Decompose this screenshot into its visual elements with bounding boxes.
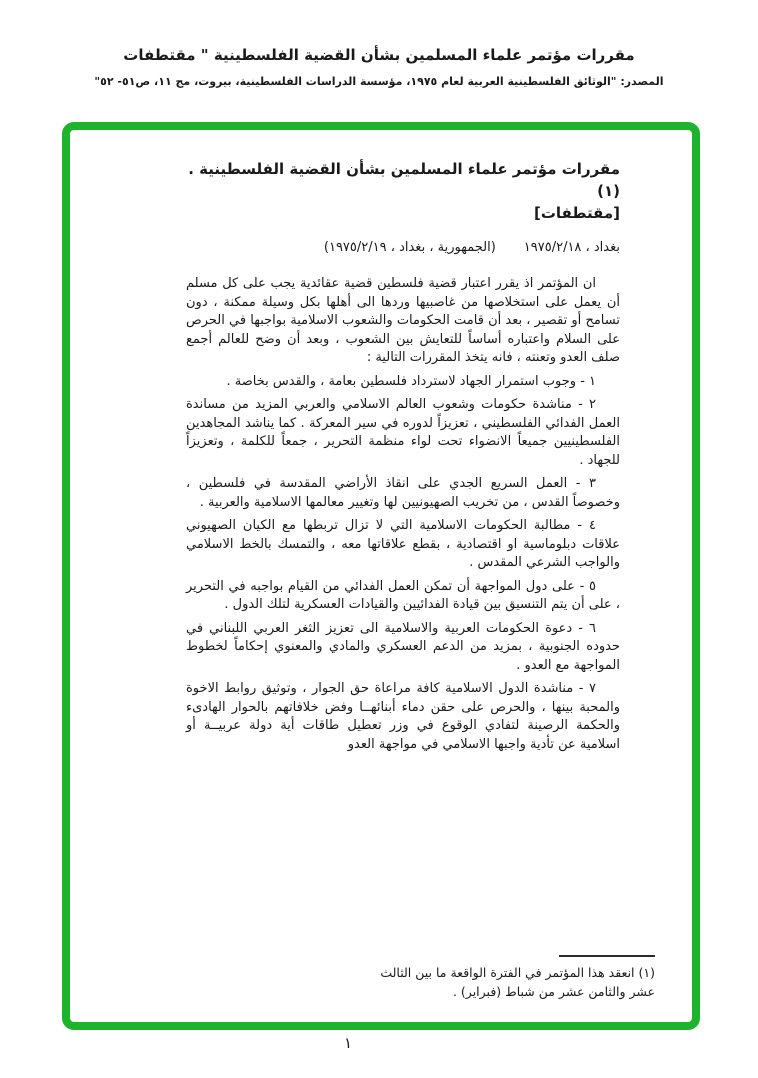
resolution-item-6: ٦ - دعوة الحكومات العربية والاسلامية الى تعزيز الثغر العربي اللبناني في حدوده الجنوبية ، بمزيد من الدعم العسكري والمادي والمعنوي إحكاماً لخطوط المواجهة مع العدو . xyxy=(186,620,620,673)
header-source-line: المصدر: "الوثائق الفلسطينية العربية لعام ١٩٧٥، مؤسسة الدراسات الفلسطينية، بيروت، مج ١١، ص٥١- ٥٢" xyxy=(94,75,664,88)
dateline-place-date: بغداد ، ١٩٧٥/٢/١٨ xyxy=(523,240,620,255)
resolution-item-3: ٣ - العمل السريع الجدي على انقاذ الأراضي المقدسة في فلسطين ، وخصوصاً القدس ، من تخريب الصهيونيين لها وتغيير معالمها الاسلامية والعربية . xyxy=(186,476,620,510)
dateline xyxy=(186,240,620,255)
resolution-item-1: ١ - وجوب استمرار الجهاد لاسترداد فلسطين بعامة ، والقدس بخاصة . xyxy=(226,373,596,389)
resolution-item-7: ٧ - مناشدة الدول الاسلامية كافة مراعاة حق الجوار ، وتوثيق روابط الاخوة والمحبة بينها ، والحرص على حقن دماء أبنائهــا وفض خلافاتهم بالحوار الهادىء والحكمة الرصينة لتفادي الوقوع في وزر تعطيل طاقات أية دولة عربيــة أو اسلامية عن تأدية واجبها الاسلامي في مواجهة العدو xyxy=(186,681,620,752)
document-title: مقررات مؤتمر علماء المسلمين بشأن القضية الفلسطينية .(١) xyxy=(188,160,620,200)
document-frame xyxy=(62,122,700,1030)
footnote-text: (١) انعقد هذا المؤتمر في الفترة الواقعة ما بين الثالث عشر والثامن عشر من شباط (فبراير) . xyxy=(380,965,655,999)
page-number: ١ xyxy=(343,1034,353,1052)
footnote-area xyxy=(369,955,655,1001)
intro-paragraph: ان المؤتمر اذ يقرر اعتبار قضية فلسطين قضية عقائدية يجب على كل مسلم أن يعمل على استخلاصها من غاصبيها وردها الى أهلها بكل وسيلة ممكنة ، دون تسامح أو تقصير ، بعد أن قامت الحكومات والشعوب الاسلامية بواجبها في الحرص على السلام واعتباره أساساً للتعايش بين الشعوب ، وبعد أن وضح للعالم أجمع صلف العدو وتعنته ، فانه يتخذ المقررات التالية : xyxy=(186,276,620,365)
header-title: مقررات مؤتمر علماء المسلمين بشأن القضية الفلسطينية " مقتطفات xyxy=(123,46,635,64)
footnote-separator-rule xyxy=(559,955,655,957)
resolution-item-4: ٤ - مطالبة الحكومات الاسلامية التي لا تزال تربطها مع الكيان الصهيوني علاقات دبلوماسية او اقتصادية ، بقطع علاقاتها معه ، والتمسك بالخط الاسلامي والواجب الشرعي المقدس . xyxy=(186,518,620,570)
page-header xyxy=(0,46,758,88)
resolution-item-2: ٢ - مناشدة حكومات وشعوب العالم الاسلامي والعربي المزيد من مساندة العمل الفدائي الفلسطيني ، تعزيزاً لدوره في سير المعركة . كما يناشد المجاهدين الفلسطينيين جميعاً الانضواء تحت لواء منظمة التحرير ، جمعاً للكلمة ، وتعزيزاً للجهاد . xyxy=(186,397,620,468)
document-body xyxy=(186,158,620,759)
document-subtitle: [مقتطفات] xyxy=(533,204,620,222)
dateline-newspaper-ref: (الجمهورية ، بغداد ، ١٩٧٥/٢/١٩) xyxy=(323,240,496,255)
resolutions-text xyxy=(186,275,620,754)
resolution-item-5: ٥ - على دول المواجهة أن تمكن العمل الفدائي من القيام بواجبه في التحرير ، على أن يتم التنسيق بين قيادة الفدائيين والقيادات العسكرية لتلك الدول . xyxy=(186,578,620,612)
